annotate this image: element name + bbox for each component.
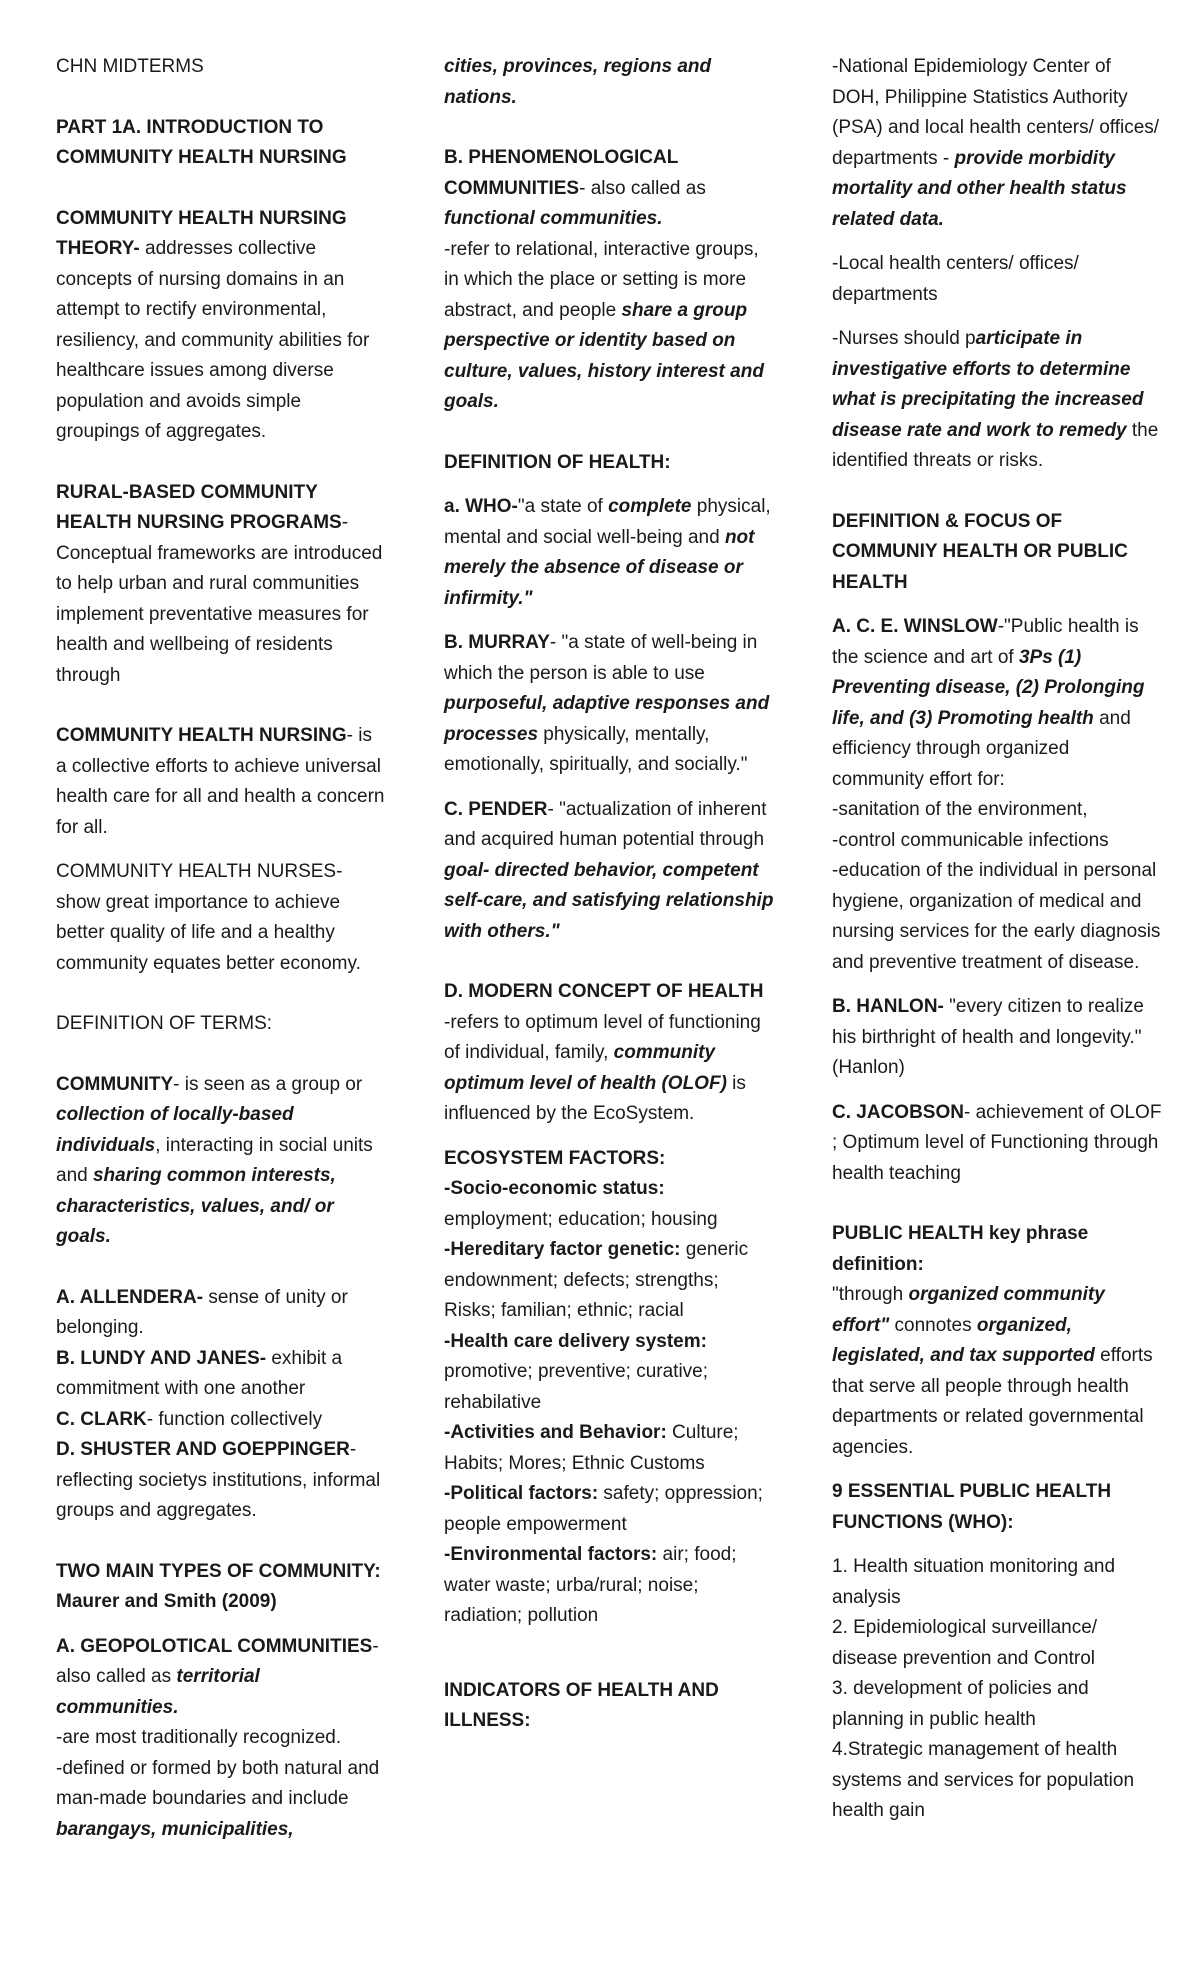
- ecosystem-item-label: -Environmental factors:: [444, 1544, 658, 1565]
- nurses-role-text-2: the identified threats or risks.: [832, 419, 1159, 471]
- rural-programs-text: - Conceptual frameworks are introduced to help urban and rural communities implement preventative measures for health and wellbeing of residents through: [56, 512, 383, 686]
- pender-definition: [444, 795, 774, 948]
- ecosystem-item: [444, 1540, 774, 1632]
- chn-text: - is a collective efforts to achieve universal health care for all and health a concern for all.: [56, 725, 385, 838]
- community-term: COMMUNITY: [56, 1073, 174, 1095]
- hanlon-definition: [832, 992, 1162, 1084]
- ecosystem-item-label: -Socio-economic status:: [444, 1178, 665, 1199]
- nurses-role-emphasis: articipate in investigative efforts to determine what is precipitating the increased disease rate and work to remedy: [832, 328, 1144, 441]
- local-health-centers-paragraph: -Local health centers/ offices/ departments: [832, 253, 1079, 305]
- modern-concept-text-2: is influenced by the EcoSystem.: [444, 1072, 746, 1124]
- phenomenological-paragraph: [444, 143, 774, 418]
- phenomenological-emphasis-1: functional communities.: [444, 208, 663, 229]
- jacobson-text: - achievement of OLOF ; Optimum level of Functioning through health teaching: [832, 1101, 1162, 1184]
- community-health-nurses-paragraph: COMMUNITY HEALTH NURSES- show great importance to achieve better quality of life and a healthy community equates better economy.: [56, 861, 361, 974]
- phenomenological-text-1: - also called as: [579, 177, 706, 199]
- hanlon-text: "every citizen to realize his birthright of health and longevity." (Hanlon): [832, 996, 1144, 1078]
- public-health-emphasis-2: organized, legislated, and tax supported: [832, 1314, 1095, 1366]
- essential-functions-heading-text: 9 ESSENTIAL PUBLIC HEALTH FUNCTIONS (WHO):: [832, 1481, 1112, 1533]
- hanlon-term: B. HANLON-: [832, 996, 944, 1017]
- essential-function-item: 4.Strategic management of health systems and services for population health gain: [832, 1739, 1135, 1821]
- part-heading-line-2: COMMUNITY HEALTH NURSING: [56, 147, 347, 168]
- ecosystem-factors-heading: [444, 1144, 774, 1175]
- geopolitical-line-1: -are most traditionally recognized.: [56, 1727, 342, 1748]
- winslow-item: -education of the individual in personal hygiene, organization of medical and nursing services for the early diagnosis and preventive treatment of disease.: [832, 860, 1161, 973]
- geopolitical-emphasis-2: barangays, municipalities,: [56, 1818, 294, 1840]
- geopolitical-continuation: cities, provinces, regions and nations.: [444, 56, 712, 108]
- modern-concept-text-1: -refers to optimum level of functioning of individual, family,: [444, 1011, 761, 1063]
- community-text-1: - is seen as a group or: [173, 1073, 363, 1095]
- ecosystem-item: [444, 1235, 774, 1327]
- chn-paragraph: [56, 721, 386, 843]
- lundy-janes-term: B. LUNDY AND JANES-: [56, 1347, 267, 1369]
- clark-definition: [56, 1405, 386, 1436]
- ecosystem-item-text: generic endownment; defects; strengths; Risks; familian; ethnic; racial: [444, 1239, 749, 1321]
- chn-theory-paragraph: [56, 204, 386, 448]
- indicators-heading-text: INDICATORS OF HEALTH AND ILLNESS:: [444, 1679, 719, 1731]
- ecosystem-item-label: -Political factors:: [444, 1483, 599, 1504]
- modern-concept-paragraph: [444, 977, 774, 1130]
- geopolitical-term: A. GEOPOLOTICAL COMMUNITIES: [56, 1635, 373, 1657]
- essential-functions-heading: [832, 1477, 1162, 1538]
- data-sources-text: -National Epidemiology Center of DOH, Philippine Statistics Authority (PSA) and local health centers/ offices/ departments -: [832, 56, 1160, 169]
- essential-function-item: 3. development of policies and planning in public health: [832, 1678, 1089, 1730]
- essential-function-item: 2. Epidemiological surveillance/ disease prevention and Control: [832, 1617, 1098, 1669]
- public-health-text-2: connotes: [889, 1314, 977, 1336]
- ecosystem-item: [444, 1327, 774, 1419]
- who-definition: [444, 492, 774, 614]
- ecosystem-item-label: -Hereditary factor genetic:: [444, 1239, 681, 1260]
- essential-function-item: 1. Health situation monitoring and analysis: [832, 1556, 1116, 1608]
- ecosystem-item: [444, 1418, 774, 1479]
- phenomenological-emphasis-2: share a group perspective or identity based on culture, values, history interest and goals.: [444, 299, 764, 412]
- nurses-role-paragraph: [832, 324, 1162, 477]
- community-text-2: , interacting in social units and: [56, 1134, 373, 1186]
- who-text-2: physical, mental and social well-being and: [444, 496, 771, 548]
- phenomenological-term: B. PHENOMENOLOGICAL COMMUNITIES: [444, 147, 678, 199]
- nurses-role-text-1: -Nurses should p: [832, 328, 976, 349]
- rural-programs-paragraph: [56, 478, 386, 692]
- data-sources-paragraph: [832, 52, 1162, 235]
- chn-theory-text: addresses collective concepts of nursing domains in an attempt to rectify environmental, resiliency, and community abilities for healthcare issues among diverse population and avoids simple groupings of aggregates.: [56, 238, 370, 442]
- pender-emphasis-1: goal- directed behavior, competent self-care, and satisfying relationship with others.": [444, 859, 774, 942]
- public-health-emphasis-1: organized community effort": [832, 1284, 1105, 1336]
- shuster-text: - reflecting societys institutions, informal groups and aggregates.: [56, 1439, 381, 1521]
- geopolitical-paragraph: [56, 1632, 386, 1846]
- focus-heading: [832, 507, 1162, 599]
- ecosystem-item-label: -Activities and Behavior:: [444, 1422, 667, 1443]
- ecosystem-item: [444, 1479, 774, 1540]
- ecosystem-item-text: promotive; preventive; curative; rehabilative: [444, 1361, 709, 1413]
- geopolitical-text-1: - also called as: [56, 1635, 379, 1687]
- winslow-text-2: and efficiency through organized community effort for:: [832, 707, 1131, 790]
- murray-text-2: physically, mentally, emotionally, spiritually, and socially.": [444, 723, 748, 775]
- murray-emphasis-1: purposeful, adaptive responses and processes: [444, 693, 770, 745]
- column-1: [56, 52, 386, 1845]
- winslow-item: -control communicable infections: [832, 829, 1109, 851]
- allendera-term: A. ALLENDERA-: [56, 1286, 204, 1308]
- who-term: a. WHO-: [444, 496, 518, 517]
- community-paragraph: [56, 1070, 386, 1253]
- ecosystem-item: [444, 1174, 774, 1235]
- who-text-1: "a state of: [517, 496, 609, 517]
- murray-definition: [444, 628, 774, 781]
- part-heading-line-1: PART 1A. INTRODUCTION TO: [56, 116, 324, 138]
- who-emphasis-1: complete: [608, 496, 692, 517]
- shuster-definition: [56, 1435, 386, 1527]
- winslow-text-1: -"Public health is the science and art of: [832, 616, 1139, 668]
- ecosystem-item-text: air; food; water waste; urba/rural; noise; radiation; pollution: [444, 1544, 737, 1626]
- ecosystem-item-text: safety; oppression; people empowerment: [444, 1483, 763, 1535]
- modern-concept-emphasis: community optimum level of health (OLOF): [444, 1042, 727, 1094]
- geopolitical-text-2: -defined or formed by both natural and man-made boundaries and include: [56, 1757, 380, 1809]
- shuster-term: D. SHUSTER AND GOEPPINGER: [56, 1439, 350, 1460]
- modern-concept-term: D. MODERN CONCEPT OF HEALTH: [444, 981, 764, 1002]
- allendera-text: sense of unity or belonging.: [56, 1286, 348, 1338]
- part-heading: [56, 113, 386, 174]
- indicators-heading: [444, 1676, 774, 1737]
- definition-of-health-heading: [444, 448, 774, 479]
- column-2: [444, 52, 774, 1737]
- public-health-text-1: "through: [832, 1284, 909, 1305]
- definition-of-health-heading-text: DEFINITION OF HEALTH:: [444, 451, 671, 473]
- pender-text-1: - "actualization of inherent and acquired human potential through: [444, 798, 767, 850]
- winslow-term: A. C. E. WINSLOW: [832, 616, 998, 637]
- definition-of-terms-heading: DEFINITION OF TERMS:: [56, 1013, 273, 1034]
- allendera-definition: [56, 1283, 386, 1344]
- jacobson-term: C. JACOBSON: [832, 1101, 964, 1123]
- who-emphasis-2: not merely the absence of disease or infirmity.": [444, 526, 755, 609]
- pender-term: C. PENDER: [444, 798, 548, 820]
- winslow-definition: [832, 612, 1162, 978]
- community-emphasis-1: collection of locally-based individuals: [56, 1104, 294, 1156]
- public-health-heading: PUBLIC HEALTH key phrase definition:: [832, 1223, 1089, 1275]
- geopolitical-emphasis-1: territorial communities.: [56, 1666, 260, 1718]
- community-emphasis-2: sharing common interests, characteristics, values, and/ or goals.: [56, 1165, 336, 1247]
- public-health-text-3: efforts that serve all people through health departments or related governmental agencies.: [832, 1345, 1153, 1458]
- column-3: [832, 52, 1162, 1827]
- two-types-heading: [56, 1557, 386, 1618]
- winslow-item: -sanitation of the environment,: [832, 799, 1088, 820]
- ecosystem-item-text: Culture; Habits; Mores; Ethnic Customs: [444, 1422, 739, 1474]
- lundy-janes-text: exhibit a commitment with one another: [56, 1347, 343, 1399]
- phenomenological-text-2: -refer to relational, interactive groups, in which the place or setting is more abstract, and people: [444, 238, 759, 321]
- clark-text: - function collectively: [146, 1408, 323, 1430]
- rural-programs-term: RURAL-BASED COMMUNITY HEALTH NURSING PROGRAMS: [56, 481, 342, 533]
- document-title: CHN MIDTERMS: [56, 56, 204, 77]
- public-health-key-phrase: [832, 1219, 1162, 1463]
- jacobson-definition: [832, 1098, 1162, 1190]
- lundy-janes-definition: [56, 1344, 386, 1405]
- focus-heading-text: DEFINITION & FOCUS OF COMMUNIY HEALTH OR PUBLIC HEALTH: [832, 510, 1128, 593]
- data-sources-emphasis: provide morbidity mortality and other health status related data.: [832, 147, 1127, 230]
- two-types-heading-text: TWO MAIN TYPES OF COMMUNITY: Maurer and Smith (2009): [56, 1560, 381, 1612]
- murray-text-1: - "a state of well-being in which the person is able to use: [444, 632, 758, 684]
- chn-term: COMMUNITY HEALTH NURSING: [56, 725, 347, 746]
- ecosystem-item-text: employment; education; housing: [444, 1208, 718, 1230]
- ecosystem-factors-heading-text: ECOSYSTEM FACTORS:: [444, 1147, 666, 1169]
- ecosystem-item-label: -Health care delivery system:: [444, 1330, 707, 1352]
- winslow-emphasis: 3Ps (1) Preventing disease, (2) Prolonging life, and (3) Promoting health: [832, 646, 1145, 729]
- chn-theory-term: COMMUNITY HEALTH NURSING THEORY-: [56, 207, 347, 259]
- clark-term: C. CLARK: [56, 1408, 147, 1430]
- murray-term: B. MURRAY: [444, 632, 550, 653]
